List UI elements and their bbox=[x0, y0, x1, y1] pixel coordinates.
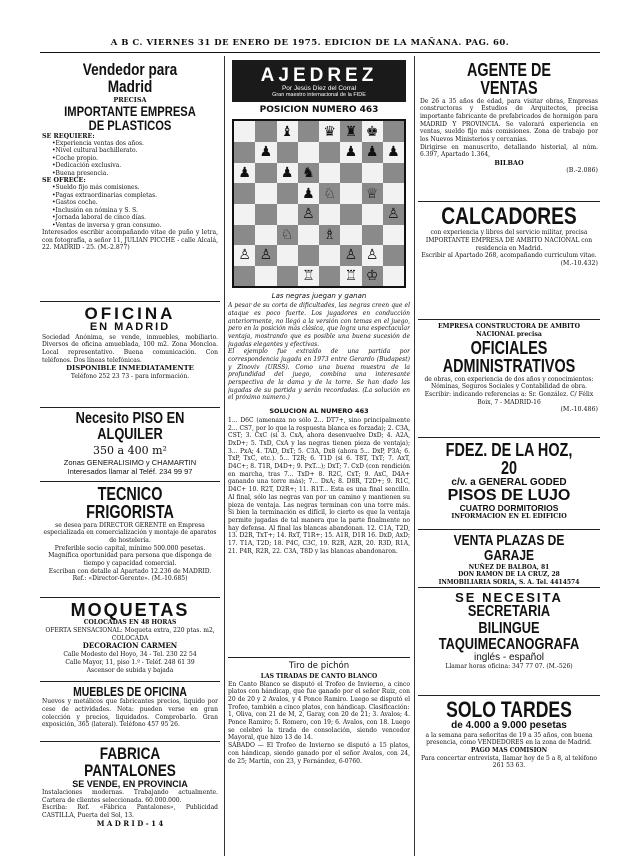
board-square bbox=[255, 121, 276, 142]
ad-oficina-title: OFICINA bbox=[84, 304, 176, 323]
board-square bbox=[255, 204, 276, 225]
ad-moquetas bbox=[40, 598, 220, 682]
ad-oficina bbox=[40, 302, 220, 408]
board-square bbox=[277, 183, 298, 204]
board-square bbox=[340, 183, 361, 204]
ad-tecnico-pref: Preferible socio capital, mínimo 500.000 pesetas. bbox=[54, 544, 206, 552]
chess-masthead bbox=[232, 60, 406, 102]
board-square bbox=[277, 266, 298, 287]
ad-vendedor-title: Vendedor para Madrid bbox=[82, 60, 178, 97]
board-square bbox=[340, 225, 361, 246]
ad-moquetas-addr1: Calle Modesto del Hoyo, 34 - Tel. 230 22 54 bbox=[63, 651, 197, 659]
ad-secretaria-title: SECRETARIA BILINGUE TAQUIMECANOGRAFA bbox=[438, 603, 580, 653]
ad-garaje-title: VENTA PLAZAS DE GARAJE bbox=[453, 532, 565, 565]
board-square: ♛ bbox=[319, 121, 340, 142]
board-square bbox=[234, 204, 255, 225]
ad-fabrica-body: Instalaciones modernas. Trabajando actualmente. Cartera de clientes seleccionada. 60.000.000. bbox=[42, 788, 218, 804]
ad-moquetas-note: Ascensor de subida y bajada bbox=[86, 666, 174, 674]
ad-secretaria-pre: SE NECESITA bbox=[455, 590, 563, 605]
ad-muebles-body: Nuevos y metálicos que fabricantes precios, liquido por cese de actividades. Nota: pueden verse en gran colección y precios, liquidados. Comprobarlo. Gran exposición, 365 (lateral). Teléfono 457 95 26. bbox=[42, 698, 218, 729]
board-square: ♝ bbox=[277, 121, 298, 142]
board-square: ♟ bbox=[383, 142, 404, 163]
ad-vendedor-requiere-label: SE REQUIERE: bbox=[42, 132, 95, 140]
list-item: • Jornada laboral de cinco días. bbox=[52, 214, 218, 222]
board-square: ♗ bbox=[319, 225, 340, 246]
board-square: ♘ bbox=[277, 225, 298, 246]
ad-oficina-tel: Teléfono 252 23 73 - para información. bbox=[70, 372, 190, 380]
header-rule bbox=[40, 52, 600, 53]
ad-piso-title: Necesito PISO EN ALQUILER bbox=[75, 410, 185, 444]
board-square bbox=[362, 163, 383, 184]
ad-oficiales-contact: Escribir: indicando referencias a: Sr. González. C/ Félix Boix, 7 - MADRID-16 bbox=[424, 390, 594, 406]
board-square bbox=[255, 225, 276, 246]
list-item: • Inclusión en nómina y S. S. bbox=[52, 207, 218, 215]
board-square bbox=[340, 204, 361, 225]
board-square: ♟ bbox=[255, 142, 276, 163]
column-divider-2 bbox=[414, 56, 415, 856]
page-header: A B C. VIERNES 31 DE ENERO DE 1975. EDICION DE LA MAÑANA. PAG. 60. bbox=[110, 38, 510, 48]
board-square bbox=[234, 225, 255, 246]
board-square bbox=[277, 142, 298, 163]
tiro-body: En Canto Blanco se disputó el Trofeo de Invierno, a cinco platos con hándicap, que fue ganado por el señor Ruiz, con 20 de 20 y 2 Avalos, y 4 Ponce Ramiro. Luego se disputó el Trofeo, también a cinco platos, con hándicap. Clasificación: bbox=[228, 680, 410, 711]
ad-agente-body: De 26 a 35 años de edad, para visitar obras, Empresas constructoras y Estudios de Arquitectos, precisa importante fabricante de prefabricados de hormigón para MADRID Y PROVINCIA. Se valorará experiencia en ventas, sueldo fijo más comisiones. Zona de trabajo por los Nuevos Ministerios y cercanías. bbox=[420, 97, 598, 144]
ad-moquetas-deco: DECORACION CARMEN bbox=[82, 641, 178, 651]
ad-fdez-sub: c/v. a GENERAL GODED bbox=[451, 476, 567, 488]
column-2 bbox=[228, 58, 410, 765]
column-3 bbox=[418, 58, 600, 783]
ad-fabrica-sub: SE VENDE, EN PROVINCIA bbox=[72, 778, 188, 789]
ad-solo-title: SOLO TARDES bbox=[446, 697, 572, 722]
board-square bbox=[277, 204, 298, 225]
ad-vendedor-requiere-list bbox=[42, 140, 218, 178]
board-square: ♟ bbox=[298, 183, 319, 204]
ad-fdez-info: INFORMACION EN EL EDIFICIO bbox=[451, 512, 567, 520]
ad-agente-title: AGENTE DE VENTAS bbox=[466, 60, 551, 99]
list-item: • Ventas de inversa y gran consumo. bbox=[52, 222, 218, 230]
board-square bbox=[298, 121, 319, 142]
ad-oficiales bbox=[418, 320, 600, 438]
ad-garaje-line2: DON RAMON DE LA CRUZ, 28 bbox=[458, 571, 560, 579]
position-title: POSICION NUMERO 463 bbox=[259, 105, 379, 116]
ad-piso bbox=[40, 408, 220, 482]
board-square: ♟ bbox=[234, 163, 255, 184]
board-square bbox=[234, 142, 255, 163]
ad-agente-city: BILBAO bbox=[494, 159, 524, 168]
ad-calcadores-ref: (M.-10.432) bbox=[560, 260, 598, 268]
ad-solo-comision: PAGO MAS COMISION bbox=[470, 746, 548, 754]
board-square: ♟ bbox=[362, 142, 383, 163]
list-item: • Pagas extraordinarias completas. bbox=[52, 192, 218, 200]
board-square: ♙ bbox=[298, 204, 319, 225]
ad-oficiales-pre: EMPRESA CONSTRUCTORA DE AMBITO NACIONAL precisa bbox=[437, 323, 581, 338]
board-square bbox=[319, 163, 340, 184]
board-square bbox=[319, 204, 340, 225]
ad-fdez-dorm: CUATRO DORMITORIOS bbox=[459, 503, 559, 514]
ad-calcadores bbox=[418, 202, 600, 320]
ad-fdez-title: FDEZ. DE LA HOZ, 20 bbox=[445, 440, 573, 479]
chess-subtitle: Gran maestro internacional de la FIDE bbox=[272, 92, 366, 99]
ad-oficina-sub: EN MADRID bbox=[89, 321, 171, 334]
board-square: ♟ bbox=[277, 163, 298, 184]
chess-byline: Por Jesús Díez del Corral bbox=[281, 85, 357, 93]
board-square: ♜ bbox=[340, 121, 361, 142]
ad-muebles-title: MUEBLES DE OFICINA bbox=[73, 684, 187, 699]
ad-secretaria bbox=[418, 588, 600, 696]
board-square bbox=[255, 163, 276, 184]
ad-vendedor-precisa: PRECISA bbox=[113, 95, 147, 104]
board-square bbox=[277, 245, 298, 266]
tiro-title: Tiro de pichón bbox=[288, 661, 350, 672]
board-square bbox=[383, 245, 404, 266]
board-square: ♙ bbox=[340, 245, 361, 266]
ad-garaje-line3: INMOBILIARIA SORIA, S. A. Tel. 4414574 bbox=[438, 578, 580, 586]
board-square bbox=[255, 183, 276, 204]
ad-oficiales-title: OFICIALES ADMINISTRATIVOS bbox=[442, 337, 576, 377]
ad-piso-size: 350 a 400 m² bbox=[93, 443, 167, 457]
ad-oficina-body: Sociedad Anónima, se vende, inmuebles, mobiliario. Diversos de oficina amueblada, 100 m2. Zona Moncloa. Local representativo. Buena comunicación. Con teléfonos. Dos líneas telefónicas. bbox=[42, 333, 218, 364]
list-item: • Buena presencia. bbox=[52, 170, 218, 178]
board-square bbox=[362, 204, 383, 225]
column-divider-1 bbox=[224, 56, 225, 856]
chess-board bbox=[232, 119, 406, 288]
tiro-results: 1, Oliva, con 21 de M, 2, Garay, con 20 de 21; 3. Avalos; 4. Ponce Ramiro; 5. Romero, con 19; 6. Avalos, con 18. Luego se celebró la tirada de consolación, siendo vencedor Mayoral, que hizo 13 de 14. bbox=[228, 711, 410, 742]
ad-agente bbox=[418, 58, 600, 202]
board-square bbox=[234, 183, 255, 204]
ad-tecnico-opp: Magnífica oportunidad para persona que disponga de tiempo y capacidad comercial. bbox=[48, 552, 212, 568]
board-square: ♙ bbox=[255, 245, 276, 266]
ad-vendedor-contact: Interesados escribir acompañando vitae de puño y letra, con fotografía, a señor 11, JULIAN PICCHE - calle Alcalá, 22. MADRID - 25. (M.-2.877) bbox=[42, 229, 218, 252]
ad-moquetas-addr2: Calle Mayor, 11, piso 1.º - Teléf. 248 61 39 bbox=[65, 659, 195, 666]
ad-tecnico-contact: Escriban con detalle al Apartado 12.236 de MADRID. Ref.: «Director-Gerente». (M.-10.685) bbox=[48, 567, 212, 583]
board-square bbox=[298, 245, 319, 266]
board-square bbox=[298, 225, 319, 246]
board-square: ♙ bbox=[362, 245, 383, 266]
ad-fdez-pisos: PISOS DE LUJO bbox=[447, 486, 571, 504]
board-square: ♔ bbox=[362, 266, 383, 287]
list-item: • Nivel cultural bachillerato. bbox=[52, 147, 218, 155]
ad-oficiales-body: de obras, con experiencia de dos años y conocimientos: Nóminas, Seguros Sociales y Contabilidad de obra. bbox=[424, 375, 594, 391]
ad-oficina-disp: DISPONIBLE INMEDIATAMENTE bbox=[66, 364, 194, 373]
ad-moquetas-line1: COLOCADAS EN 48 HORAS bbox=[83, 619, 177, 627]
ad-muebles bbox=[40, 682, 220, 742]
board-square: ♞ bbox=[298, 163, 319, 184]
board-square bbox=[383, 121, 404, 142]
board-square: ♚ bbox=[362, 121, 383, 142]
list-item: • Gastos coche. bbox=[52, 199, 218, 207]
ad-piso-contact: Interesados llamar al Teléf. 234 99 97 bbox=[67, 467, 193, 477]
list-item: • Experiencia ventas dos años. bbox=[52, 140, 218, 148]
solution-text: 1... D6C (amenaza no sólo 2... DT7+, sino principalmente 2... CS7, por lo que la respuesta blanca es forzada); 2. C3A, CST; 3. CxC (si 3. CxA, ahora desenvuelve DxD; 4. A2A, DxD+; 5. TxD, CxA y las negras tienen pieza de ventaja); 3... PxA; 4. TAD, DxT; 5. C3A, Dx8 (ahora 5... DxP, P3A; 6. TxP, TxC, etc.). 5... T2R; 6. T1D (si 6. T8T, TxT; 7. AxT, D4C+; 8. T1R, D4D+; 9. PxT...); DxT; 7. CxD (con rendición en marcha, tras 7... TxD+ 8. R2C, CxT; 9. AxC, D4A+ ganando una torre más); 7... DxA; 8. D8R, T2D+; 9. R1C, D4C+ 10. R2T, D2R+; 11. R1T... Esta es una final sencillo. Al final, sólo las negras van por un camino y mantienen su pieza de ventaja. Las negras terminan con una torre más. Si bien la terminación es difícil, lo cierto es que la ventaja permite jugadas de tal manera que la parte finalmente no hay defensa. Al final las blancas abandonan. 12. C1A, T2D, 13. D2R, TxT+; 14. RxT, T1R+; 15. A1R, D1R 16. DxD, AxD; 17. T1A, T2D; 18. P4C, C3C, 19. R2R, A2R, 20. R3D, R1A, 21. P4R, R2R, 22. C3A, T8D y las blancas abandonaron. bbox=[228, 417, 410, 555]
ad-vendedor bbox=[40, 58, 220, 302]
ad-fabrica-city: M A D R I D - 1 4 bbox=[96, 818, 164, 828]
ad-fabrica-contact: Escriba: Ref. «Fábrica Pantalones», Publicidad CASTILLA, Puerta del Sol, 13. bbox=[42, 804, 218, 819]
ad-moquetas-line2: OFERTA SENSACIONAL: Moqueta extra, 220 ptas. m2, COLOCADA bbox=[45, 627, 215, 642]
column-1 bbox=[40, 58, 220, 833]
board-square: ♘ bbox=[319, 183, 340, 204]
board-square bbox=[340, 163, 361, 184]
ad-agente-ref: (B.-2.086) bbox=[566, 167, 598, 175]
chess-intro-2: El ejemplo fue extraído de una partida por correspondencia jugada en 1973 entre Gerardo (Budapest) y Zinoviv (URSS). Como una buena muestra de la profundidad del juego, combina una interesante perspectiva de la dama y de la torre. Se han dado las jugadas de su partida y serán recordadas. (La solución en el próximo número.) bbox=[228, 348, 410, 402]
board-square bbox=[362, 225, 383, 246]
ad-solo-body: a la semana para señoritas de 19 a 35 años, con buena presencia, como VENDEDORES en la zona de Madrid. bbox=[425, 731, 593, 747]
board-square: ♙ bbox=[234, 245, 255, 266]
ad-secretaria-lang: inglés - español bbox=[473, 652, 545, 664]
ad-tecnico bbox=[40, 482, 220, 598]
tiro-section bbox=[228, 657, 410, 765]
tiro-body-2: SÁBADO — El Trofeo de Invierno se disputó a 15 platos, con hándicap, siendo ganado por el señor Avalos, con 24, de 25; Martín, con 23, y Fernández, 6-0760. bbox=[228, 742, 410, 765]
board-square: ♟ bbox=[340, 142, 361, 163]
ad-moquetas-title: MOQUETAS bbox=[70, 600, 190, 620]
list-item: • Sueldo fijo más comisiones. bbox=[52, 184, 218, 192]
list-item: • Coche propio. bbox=[52, 155, 218, 163]
chess-intro: A pesar de su corta de dificultades, las negras creen que el ataque es poco fuerte. Los jugadores en conducción anteriormente, no llegó a la versión con temas en el juego, pero en la posición más clásica, que logra una espectacular ventaja, mostrando que es posible una buena sucesión de jugadas elegantes y efectivas. bbox=[228, 302, 410, 348]
board-square bbox=[319, 245, 340, 266]
ad-agente-contact: Dirigirse en manuscrito, detallando historial, al núm. 6.397, Apartado 1.364, bbox=[420, 143, 598, 159]
ad-vendedor-ofrece-label: SE OFRECE: bbox=[42, 177, 86, 184]
solution-title: SOLUCION AL NUMERO 463 bbox=[269, 407, 369, 416]
board-square bbox=[319, 266, 340, 287]
board-square bbox=[383, 225, 404, 246]
board-square bbox=[298, 142, 319, 163]
ad-solo-sub: de 4.000 a 9.000 pesetas bbox=[451, 720, 567, 732]
ad-piso-zones: Zonas GENERALISIMO y CHAMARTIN bbox=[63, 457, 197, 467]
ad-garaje bbox=[418, 530, 600, 588]
board-square bbox=[319, 142, 340, 163]
board-square bbox=[383, 266, 404, 287]
ad-tecnico-body: se desea para DIRECTOR GERENTE en Empresa especializada en comercialización y montaje de aparatos de hostelería. bbox=[43, 521, 217, 545]
board-square: ♙ bbox=[383, 204, 404, 225]
chess-title: AJEDREZ bbox=[260, 65, 378, 86]
board-square bbox=[255, 266, 276, 287]
ad-oficiales-ref: (M.-10.486) bbox=[560, 406, 598, 414]
chess-caption: Las negras juegan y ganan bbox=[271, 292, 367, 301]
ad-calcadores-title: CALCADORES bbox=[441, 203, 577, 230]
ad-tecnico-title: TECNICO FRIGORISTA bbox=[86, 484, 174, 523]
tiro-sub: LAS TIRADAS DE CANTO BLANCO bbox=[260, 673, 378, 681]
board-square bbox=[234, 266, 255, 287]
ad-calcadores-contact: Escribir al Apartado 268, acompañando curriculum vitae. bbox=[421, 252, 597, 260]
board-square bbox=[234, 121, 255, 142]
board-square: ♖ bbox=[340, 266, 361, 287]
ad-garaje-line1: NUÑEZ DE BALBOA, 81 bbox=[468, 563, 550, 571]
board-square bbox=[383, 183, 404, 204]
board-square bbox=[383, 163, 404, 184]
board-square: ♕ bbox=[362, 183, 383, 204]
ad-vendedor-empresa: IMPORTANTE EMPRESA DE PLASTICOS bbox=[64, 102, 196, 134]
ad-fabrica bbox=[40, 742, 220, 833]
board-square: ♖ bbox=[298, 266, 319, 287]
ad-fabrica-title: FABRICA PANTALONES bbox=[84, 744, 176, 781]
list-item: • Dedicación exclusiva. bbox=[52, 162, 218, 170]
ad-solo-contact: Para concertar entrevista, llamar hoy de 5 a 8, al teléfono 261 53 63. bbox=[420, 754, 598, 770]
ad-vendedor-ofrece-list bbox=[42, 184, 218, 229]
ad-fdez bbox=[418, 438, 600, 530]
ad-solo-tardes bbox=[418, 696, 600, 783]
ad-calcadores-body: con experiencia y libres del servicio militar, precisa IMPORTANTE EMPRESA DE AMBITO NACIONAL con residencia en Madrid. bbox=[425, 229, 593, 252]
ad-secretaria-contact: Llamar horas oficina: 347 77 07. (M.-526) bbox=[445, 663, 573, 671]
